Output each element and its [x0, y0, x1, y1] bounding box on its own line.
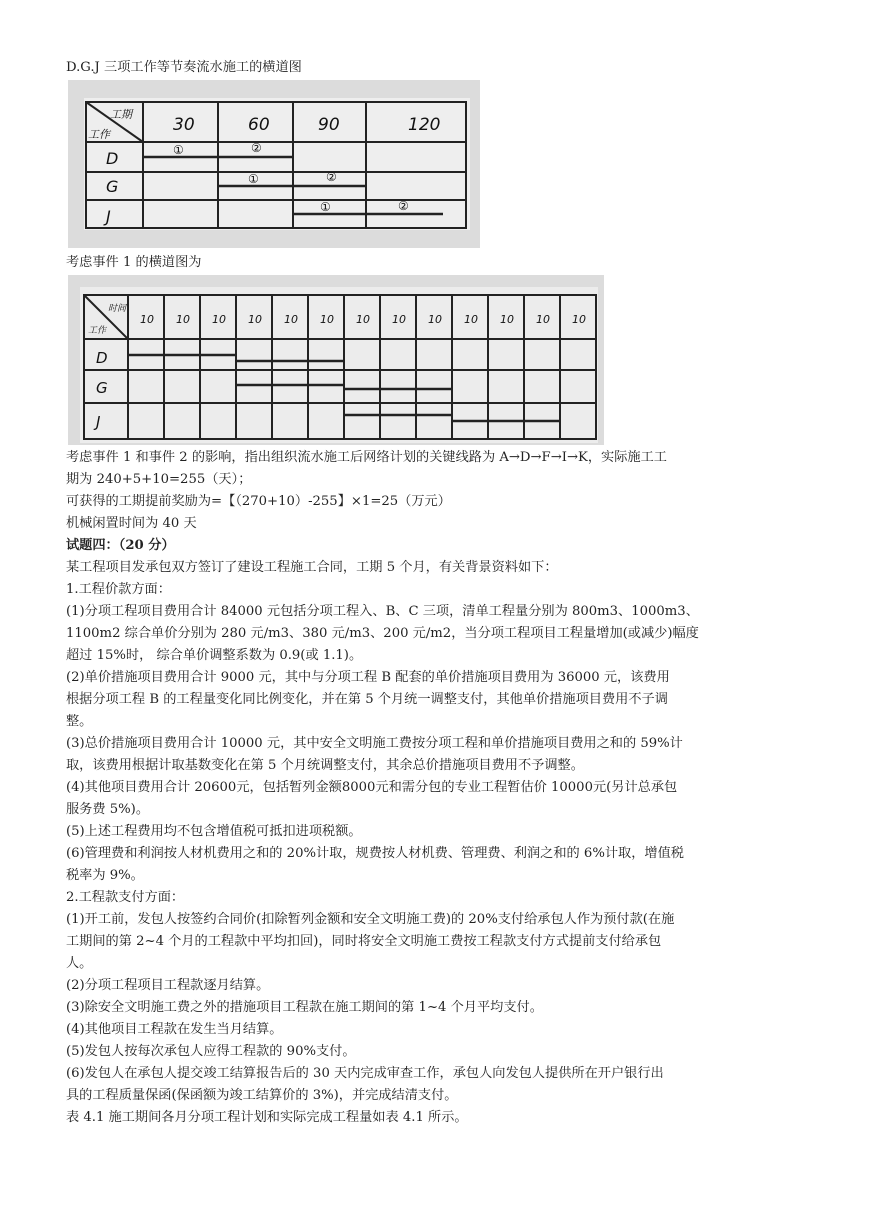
fig2-col-10: 10 [500, 313, 514, 326]
fig1-col-2: 90 [318, 115, 340, 135]
list-item: 根据分项工程 B 的工程量变化同比例变化，并在第 5 个月统一调整支付，其他单价措施项目费用不子调 [66, 692, 668, 707]
fig2-col-1: 10 [176, 313, 190, 326]
list-item: 服务费 5%)。 [66, 802, 150, 817]
fig1-row-j: J [106, 207, 111, 226]
paragraph: 机械闲置时间为 40 天 [66, 516, 197, 531]
fig2-row-j: J [96, 413, 101, 431]
list-item: 税率为 9%。 [66, 868, 144, 883]
figure1-caption: D.G.J 三项工作等节奏流水施工的横道图 [66, 60, 302, 75]
paragraph: 期为 240+5+10=255（天）； [66, 472, 252, 487]
fig1-col-1: 60 [248, 115, 270, 135]
list-item: 人。 [66, 956, 93, 971]
section-heading: 试题四：（20 分） [66, 538, 175, 553]
fig1-bar-label: ① [248, 172, 259, 186]
fig1-row-g: G [106, 177, 119, 196]
list-item: 取，该费用根据计取基数变化在第 5 个月统调整支付，其余总价措施项目费用不予调整。 [66, 758, 584, 773]
list-item: (6)管理费和利润按人材机费用之和的 20%计取，规费按人材机费、管理费、利润之和的 6%计取，增值税 [66, 846, 684, 861]
fig1-bar-label: ① [173, 143, 184, 157]
list-item: (4)其他项目工程款在发生当月结算。 [66, 1022, 283, 1037]
fig2-col-5: 10 [320, 313, 334, 326]
fig2-corner-bottom: 工作 [88, 326, 107, 336]
list-item: (2)分项工程项目工程款逐月结算。 [66, 978, 270, 993]
fig1-corner-bottom: 工作 [88, 128, 110, 141]
paragraph: 可获得的工期提前奖励为=【（270+10）-255】×1=25（万元） [66, 494, 451, 509]
fig2-col-12: 10 [572, 313, 586, 326]
list-item: 1100m2 综合单价分别为 280 元/m3、380 元/m3、200 元/m2，当分项工程项目工程量增加(或减少)幅度 [66, 626, 699, 641]
subsection-heading: 1.工程价款方面： [66, 582, 171, 597]
figure1-schedule-grid [68, 80, 480, 248]
fig2-col-8: 10 [428, 313, 442, 326]
fig2-col-9: 10 [464, 313, 478, 326]
figure2-photo [68, 275, 604, 445]
list-item: (6)发包人在承包人提交竣工结算报告后的 30 天内完成审查工作，承包人向发包人提供所在开户银行出 [66, 1066, 664, 1081]
fig2-corner-top: 时间 [108, 304, 127, 314]
fig1-corner-top: 工期 [110, 108, 132, 121]
fig2-col-7: 10 [392, 313, 406, 326]
fig2-row-d: D [96, 349, 108, 367]
fig1-col-3: 120 [408, 115, 441, 135]
figure2-schedule-grid [68, 275, 604, 445]
list-item: 具的工程质量保函(保函额为竣工结算价的 3%)，并完成结清支付。 [66, 1088, 458, 1103]
paragraph: 某工程项目发承包双方签订了建设工程施工合同，工期 5 个月，有关背景资料如下： [66, 560, 558, 575]
paragraph: 考虑事件 1 和事件 2 的影响，指出组织流水施工后网络计划的关键线路为 A→D→F→I→K，实际施工工 [66, 450, 667, 465]
list-item: 整。 [66, 714, 93, 729]
fig2-col-4: 10 [284, 313, 298, 326]
fig2-col-2: 10 [212, 313, 226, 326]
fig1-bar-label: ① [320, 200, 331, 214]
list-item: (4)其他项目费用合计 20600元，包括暂列金额8000元和需分包的专业工程暂估价 10000元(另计总承包 [66, 780, 678, 795]
subsection-heading: 2.工程款支付方面： [66, 890, 185, 905]
list-item: (1)分项工程项目费用合计 84000 元包括分项工程入、B、C 三项，清单工程量分别为 800m3、1000m3、 [66, 604, 699, 619]
fig1-bar-label: ② [398, 199, 409, 213]
list-item: (5)发包人按每次承包人应得工程款的 90%支付。 [66, 1044, 356, 1059]
fig1-bar-label: ② [326, 170, 337, 184]
list-item: 超过 15%时， 综合单价调整系数为 0.9(或 1.1)。 [66, 648, 363, 663]
list-item: (5)上述工程费用均不包含增值税可抵扣进项税额。 [66, 824, 362, 839]
fig2-col-3: 10 [248, 313, 262, 326]
fig2-col-0: 10 [140, 313, 154, 326]
fig2-col-6: 10 [356, 313, 370, 326]
paragraph: 表 4.1 施工期间各月分项工程计划和实际完成工程量如表 4.1 所示。 [66, 1110, 468, 1125]
fig1-col-0: 30 [173, 115, 195, 135]
fig1-bar-label: ② [251, 141, 262, 155]
list-item: (2)单价措施项目费用合计 9000 元，其中与分项工程 B 配套的单价措施项目费用为 36000 元，该费用 [66, 670, 670, 685]
fig1-row-d: D [106, 149, 119, 168]
figure1-photo [68, 80, 480, 248]
fig2-row-g: G [96, 379, 108, 397]
list-item: (3)总价措施项目费用合计 10000 元，其中安全文明施工费按分项工程和单价措施项目费用之和的 59%计 [66, 736, 683, 751]
figure2-caption: 考虑事件 1 的横道图为 [66, 255, 202, 270]
list-item: (1)开工前，发包人按签约合同价(扣除暂列金额和安全文明施工费)的 20%支付给承包人作为预付款(在施 [66, 912, 675, 927]
list-item: 工期间的第 2~4 个月的工程款中平均扣回)，同时将安全文明施工费按工程款支付方式提前支付给承包 [66, 934, 662, 949]
list-item: (3)除安全文明施工费之外的措施项目工程款在施工期间的第 1~4 个月平均支付。 [66, 1000, 543, 1015]
fig2-col-11: 10 [536, 313, 550, 326]
